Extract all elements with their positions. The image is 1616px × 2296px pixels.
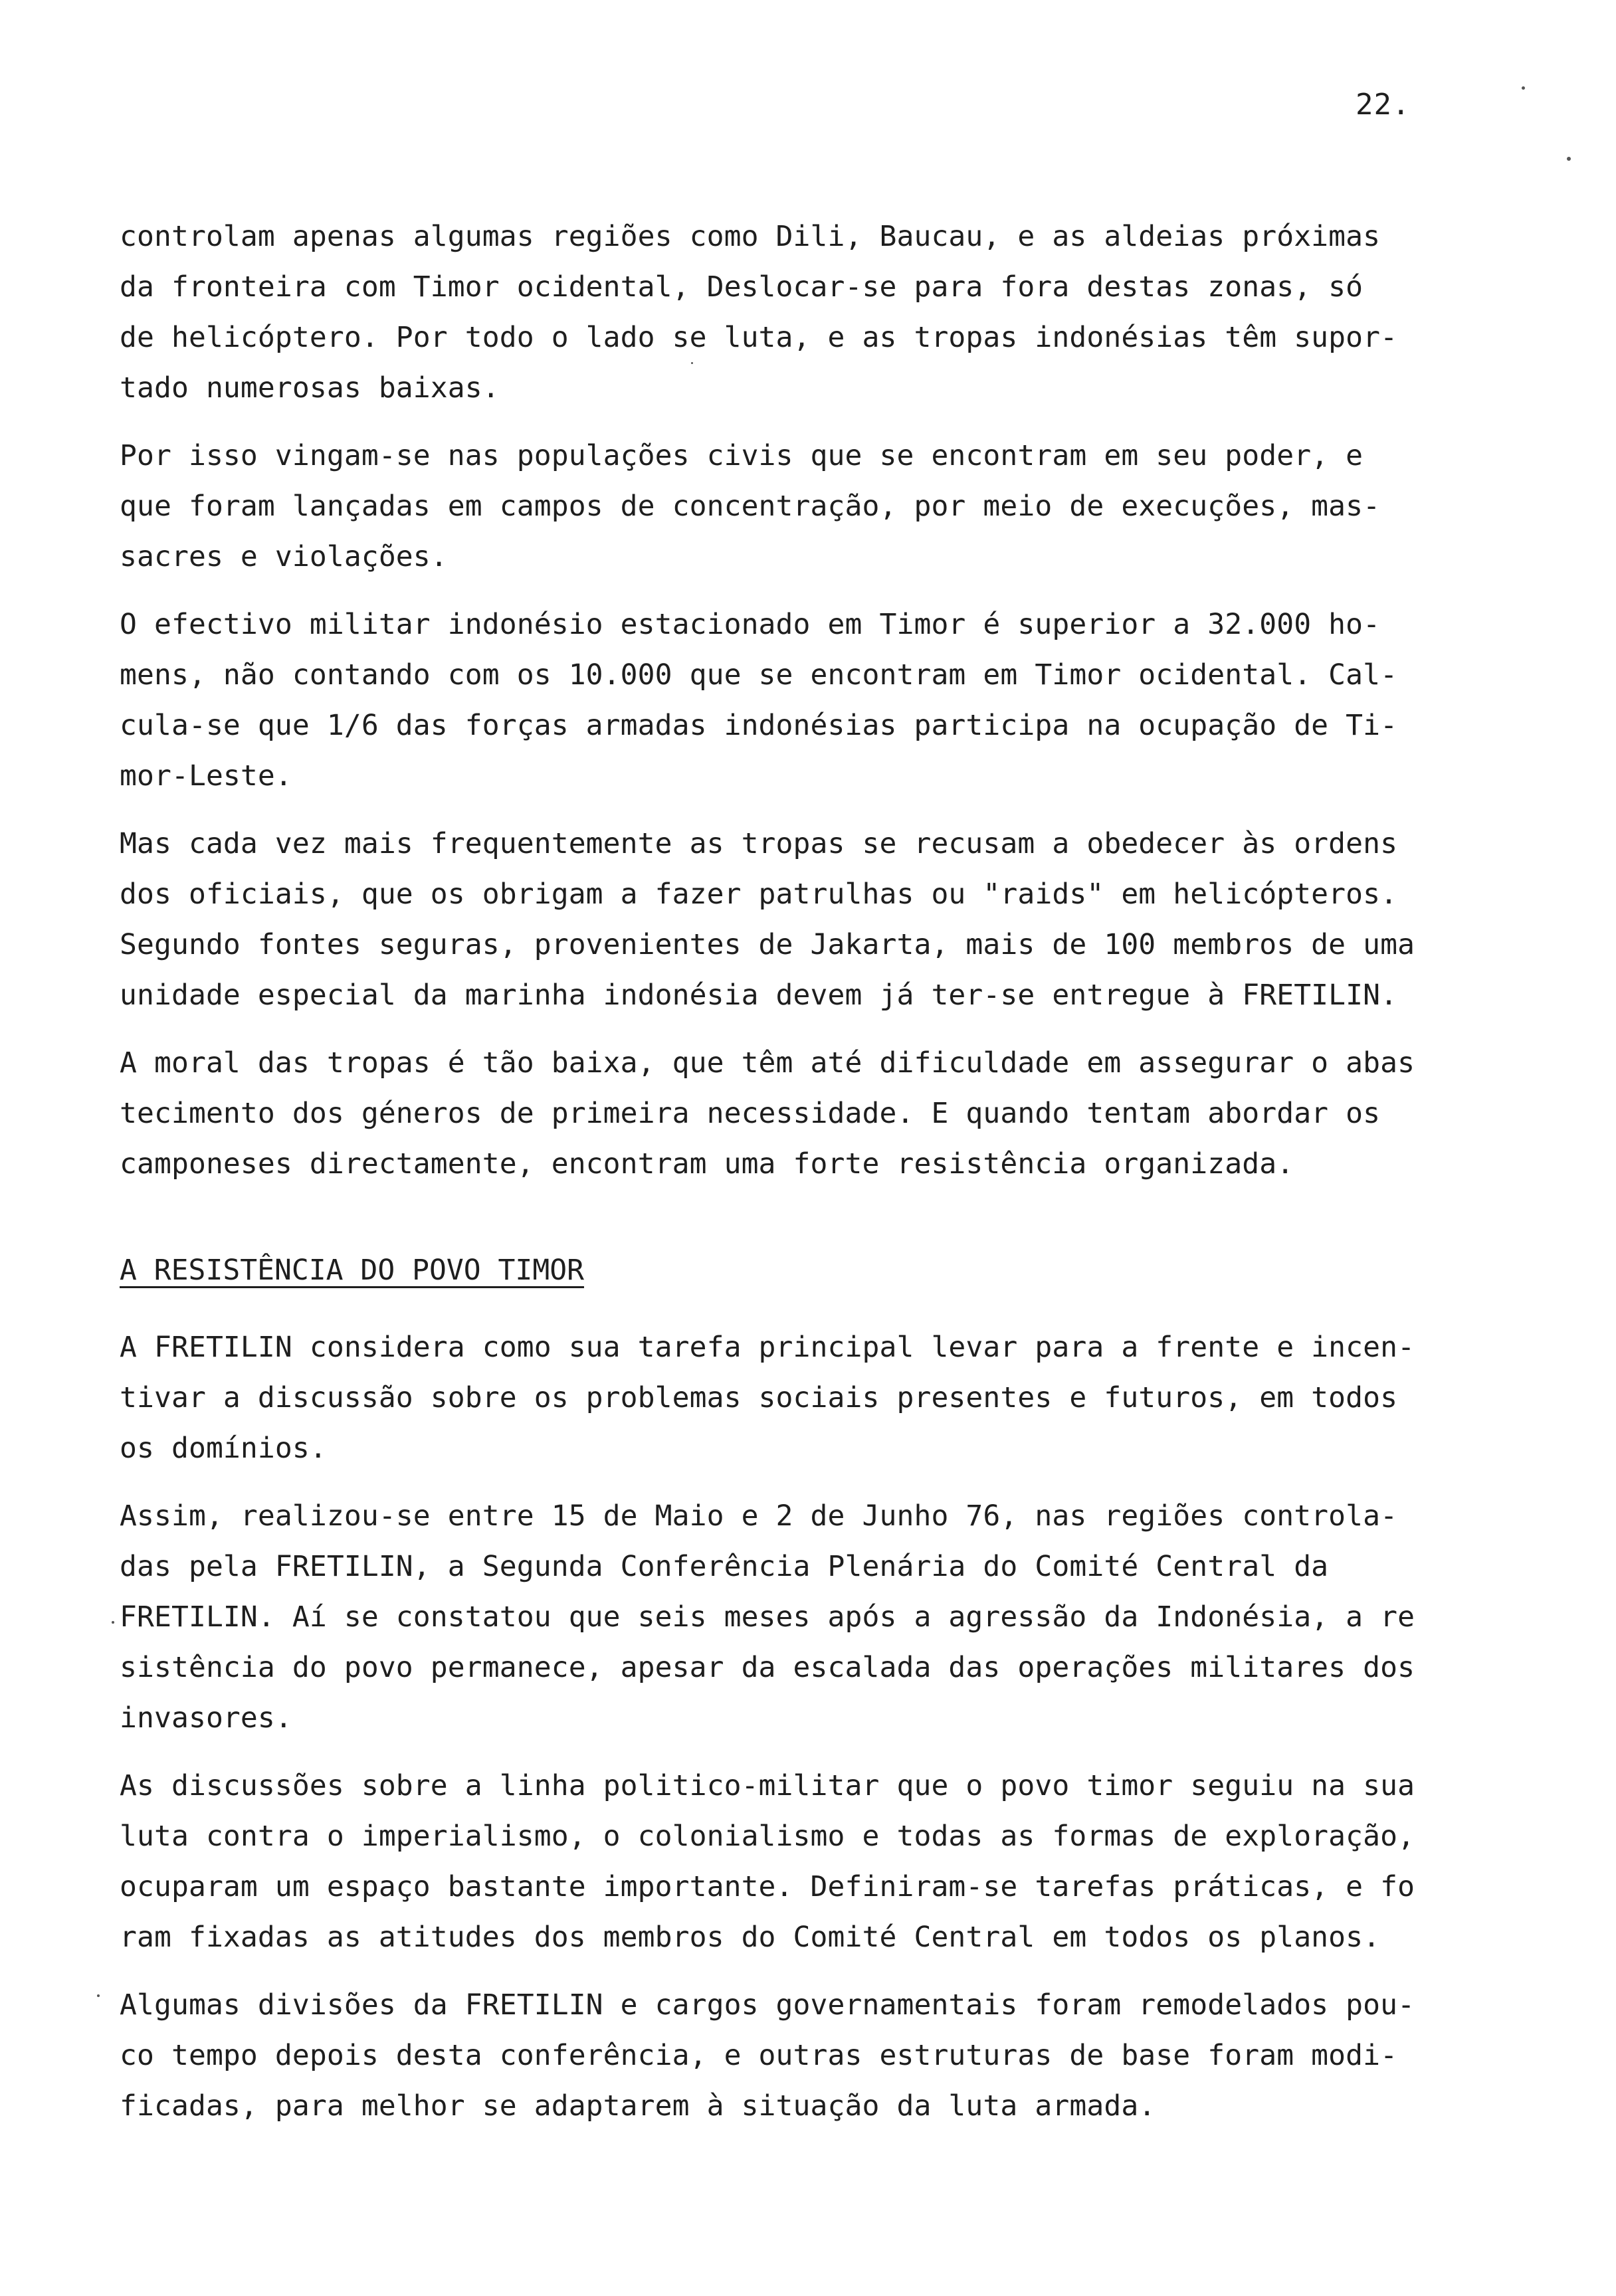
scan-speck — [97, 1994, 100, 1997]
text-line: unidade especial da marinha indonésia devem já ter-se entregue à FRETILIN. — [120, 979, 1398, 1012]
paragraph — [120, 818, 1495, 1020]
text-line: controlam apenas algumas regiões como Dili, Baucau, e as aldeias próximas — [120, 220, 1381, 253]
scan-speck — [1522, 86, 1525, 90]
text-line: As discussões sobre a linha politico-militar que o povo timor seguiu na sua — [120, 1769, 1415, 1802]
document-body — [120, 211, 1495, 2149]
section-heading: A RESISTÊNCIA DO POVO TIMOR — [120, 1254, 584, 1287]
text-line: ocuparam um espaço bastante importante. Definiram-se tarefas práticas, e fo — [120, 1870, 1415, 1903]
text-line: tado numerosas baixas. — [120, 371, 500, 405]
text-line: Por isso vingam-se nas populações civis que se encontram em seu poder, e — [120, 439, 1364, 472]
text-line: que foram lançadas em campos de concentração, por meio de execuções, mas- — [120, 490, 1381, 523]
paragraph — [120, 1491, 1495, 1743]
text-line: Segundo fontes seguras, provenientes de Jakarta, mais de 100 membros de uma — [120, 928, 1415, 961]
text-line: tecimento dos géneros de primeira necessidade. E quando tentam abordar os — [120, 1097, 1381, 1130]
page-number: 22. — [1356, 88, 1411, 122]
text-line: ram fixadas as atitudes dos membros do Comité Central em todos os planos. — [120, 1921, 1381, 1954]
text-line: O efectivo militar indonésio estacionado em Timor é superior a 32.000 ho- — [120, 608, 1381, 641]
text-line: ficadas, para melhor se adaptarem à situação da luta armada. — [120, 2089, 1156, 2123]
paragraph — [120, 1980, 1495, 2131]
paragraph — [120, 430, 1495, 582]
text-line: tivar a discussão sobre os problemas sociais presentes e futuros, em todos — [120, 1381, 1398, 1414]
text-line: os domínios. — [120, 1432, 327, 1465]
paragraph — [120, 211, 1495, 413]
text-line: sacres e violações. — [120, 540, 448, 573]
text-line: A FRETILIN considera como sua tarefa principal levar para a frente e incen- — [120, 1331, 1415, 1364]
scan-speck — [1567, 157, 1571, 161]
scan-speck — [691, 362, 693, 364]
paragraph — [120, 599, 1495, 801]
text-line: FRETILIN. Aí se constatou que seis meses após a agressão da Indonésia, a re — [120, 1600, 1415, 1634]
text-line: Mas cada vez mais frequentemente as tropas se recusam a obedecer às ordens — [120, 827, 1398, 860]
text-line: co tempo depois desta conferência, e outras estruturas de base foram modi- — [120, 2039, 1398, 2072]
text-line: mens, não contando com os 10.000 que se encontram em Timor ocidental. Cal- — [120, 658, 1398, 692]
scan-speck — [112, 1621, 114, 1624]
text-line: camponeses directamente, encontram uma forte resistência organizada. — [120, 1147, 1294, 1181]
text-line: cula-se que 1/6 das forças armadas indonésias participa na ocupação de Ti- — [120, 709, 1398, 742]
paragraph — [120, 1761, 1495, 1962]
text-line: Assim, realizou-se entre 15 de Maio e 2 de Junho 76, nas regiões controla- — [120, 1499, 1398, 1533]
text-line: das pela FRETILIN, a Segunda Conferência Plenária do Comité Central da — [120, 1550, 1329, 1583]
text-line: A moral das tropas é tão baixa, que têm até dificuldade em assegurar o abas — [120, 1046, 1415, 1080]
text-line: luta contra o imperialismo, o colonialismo e todas as formas de exploração, — [120, 1820, 1415, 1853]
text-line: dos oficiais, que os obrigam a fazer patrulhas ou "raids" em helicópteros. — [120, 878, 1398, 911]
text-line: mor-Leste. — [120, 759, 292, 793]
text-line: de helicóptero. Por todo o lado se luta, e as tropas indonésias têm supor- — [120, 321, 1398, 354]
paragraph — [120, 1322, 1495, 1474]
text-line: da fronteira com Timor ocidental, Deslocar-se para fora destas zonas, só — [120, 270, 1364, 304]
paragraph — [120, 1038, 1495, 1189]
text-line: sistência do povo permanece, apesar da escalada das operações militares dos — [120, 1651, 1415, 1684]
text-line: Algumas divisões da FRETILIN e cargos governamentais foram remodelados pou- — [120, 1988, 1415, 2022]
text-line: invasores. — [120, 1701, 292, 1735]
